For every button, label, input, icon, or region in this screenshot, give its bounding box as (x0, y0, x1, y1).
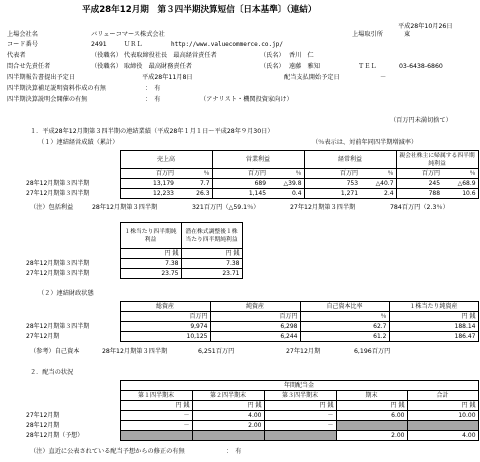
section1-sub: （１）連結経営成績（累計） (38, 139, 119, 146)
table-cell: 26.3 (176, 189, 212, 199)
table-cell: － (120, 421, 192, 431)
supplement-label: 四半期決算補足説明資料作成の有無 (7, 85, 106, 92)
table-cell: 7.7 (176, 179, 212, 189)
table-cell: 186.47 (389, 332, 478, 342)
code-label: コード番号 (7, 41, 38, 48)
table-cell-shaded (264, 431, 336, 441)
equity-ref-label: （参考）自己資本 (30, 348, 80, 355)
tel-label: ＴＥＬ (358, 63, 377, 70)
header-net-assets: 純資産 (210, 302, 300, 312)
unit-cell: 円 銭 (120, 249, 181, 259)
row-label: 27年12月期 (26, 332, 60, 340)
dividend-start-label: 配当支払開始予定日 (284, 74, 340, 81)
table-cell: － (120, 411, 192, 421)
header-blank (24, 391, 120, 401)
document-title: 平成28年12月期 第３四半期決算短信〔日本基準〕（連結） (82, 5, 317, 15)
comprehensive-cur-value: 321百万円（△59.1％） (192, 204, 260, 211)
header-bps: １株当たり純資産 (389, 302, 478, 312)
report-date: 平成28年11月8日 (142, 74, 193, 81)
contact-name-label: （氏名） (260, 63, 285, 70)
report-date-label: 四半期報告書提出予定日 (7, 74, 76, 81)
table-cell: 1,271 (304, 189, 360, 199)
table-cell: 2.00 (336, 431, 407, 441)
unit-blank (24, 401, 120, 411)
header-net-income: 親会社株主に帰属する四半期純利益 (396, 151, 478, 169)
unit-cell: 百万円 (120, 312, 210, 322)
unit-note: （百万円未満切捨て） (390, 117, 452, 124)
listed-exchange-label: 上場取引所 (352, 31, 383, 38)
tel-number: 03-6438-6860 (399, 63, 443, 70)
table-cell: 2.00 (192, 421, 264, 431)
table-cell: △68.9 (442, 179, 478, 189)
table-cell: 4.00 (192, 411, 264, 421)
table-cell: 6,298 (210, 322, 300, 332)
dividend-start: － (380, 74, 387, 81)
table-row (24, 322, 478, 332)
header-sales: 売上高 (120, 151, 212, 169)
header-q3-end: 第３四半期末 (264, 391, 336, 401)
company-url[interactable]: http://www.valuecommerce.co.jp/ (171, 41, 283, 48)
equity-ref-prev-period: 27年12月期 (286, 348, 321, 355)
table-row (24, 269, 242, 279)
company-name: バリューコマース株式会社 (91, 31, 165, 38)
unit-blank (24, 169, 120, 179)
table-cell-shaded (407, 421, 478, 431)
url-label: ＵＲＬ (124, 41, 143, 48)
eps-table (24, 222, 243, 279)
contact-label: 問合せ先責任者 (7, 63, 51, 70)
equity-ref-prev-value: 6,196百万円 (354, 348, 391, 355)
supplement-value: ： 有 (145, 85, 161, 92)
table-cell: 0.4 (268, 189, 304, 199)
unit-cell: ％ (176, 169, 212, 179)
unit-cell: 円 銭 (264, 401, 336, 411)
header-blank (24, 302, 120, 312)
row-label: 28年12月期第３四半期 (26, 259, 90, 267)
unit-cell: 百万円 (396, 169, 442, 179)
briefing-note: （アナリスト・機関投資家向け） (200, 96, 293, 103)
header-operating-income: 営業利益 (212, 151, 304, 169)
dividends-heading: ２．配当の状況 (30, 369, 74, 376)
contact-name: 遠藤 雅知 (289, 63, 320, 70)
table-cell: 13,179 (120, 179, 176, 189)
table-cell-shaded (120, 431, 192, 441)
table-cell: △39.8 (268, 179, 304, 189)
table-cell: 62.7 (300, 322, 389, 332)
dividends-table (24, 380, 479, 441)
unit-cell: ％ (300, 312, 389, 322)
table-row (24, 179, 478, 189)
table-cell: － (264, 411, 336, 421)
table-cell: 7.38 (181, 259, 242, 269)
unit-cell: 百万円 (120, 169, 176, 179)
representative-title: （役職名） 代表取締役社長 最高経営責任者 (91, 52, 217, 59)
unit-cell: 百万円 (304, 169, 360, 179)
header-ordinary-income: 経常利益 (304, 151, 396, 169)
header-total: 合計 (407, 391, 478, 401)
representative-name: 香川 仁 (289, 52, 314, 59)
table-cell: 7.38 (120, 259, 181, 269)
representative-name-label: （氏名） (260, 52, 285, 59)
section2-sub: （２）連結財政状態 (38, 290, 94, 297)
section1-note: （％表示は、対前年同四半期増減率） (312, 139, 418, 146)
table-cell: 753 (304, 179, 360, 189)
table-row (24, 259, 242, 269)
unit-cell: ％ (268, 169, 304, 179)
header-q2-end: 第２四半期末 (192, 391, 264, 401)
row-label: 27年12月期 (26, 411, 60, 419)
header-diluted-eps: 潜在株式調整後１株当たり四半期純利益 (181, 223, 242, 249)
equity-ref-cur-period: 28年12月期第３四半期 (102, 348, 168, 355)
header-blank (24, 151, 120, 169)
equity-ref-cur-value: 6,251百万円 (198, 348, 235, 355)
table-cell-shaded (336, 421, 407, 431)
header-year-end: 期末 (336, 391, 407, 401)
table-cell: 6.00 (336, 411, 407, 421)
table-cell: 10.6 (442, 189, 478, 199)
table-cell: 12,233 (120, 189, 176, 199)
table-cell: 61.2 (300, 332, 389, 342)
table-cell: 4.00 (407, 431, 478, 441)
representative-label: 代表者 (7, 52, 26, 59)
listed-exchange: 東 (404, 31, 411, 38)
row-label: 27年12月期第３四半期 (26, 189, 90, 197)
header-equity-ratio: 自己資本比率 (300, 302, 389, 312)
table-cell-shaded (192, 431, 264, 441)
dividend-note-value: ： 有 (226, 448, 242, 455)
table-cell: 6,244 (210, 332, 300, 342)
unit-blank (24, 249, 120, 259)
comprehensive-label: （注）包括利益 (30, 204, 74, 211)
table-cell: 245 (396, 179, 442, 189)
company-name-label: 上場会社名 (7, 31, 38, 38)
unit-cell: 百万円 (212, 169, 268, 179)
unit-cell: ％ (442, 169, 478, 179)
header-q1-end: 第１四半期末 (120, 391, 192, 401)
table-cell: 1,145 (212, 189, 268, 199)
unit-cell: 円 銭 (192, 401, 264, 411)
table-cell: 689 (212, 179, 268, 189)
unit-cell: 円 銭 (389, 312, 478, 322)
section1-heading: １．平成28年12月期第３四半期の連結業績（平成28年１月１日～平成28年９月30日） (30, 128, 274, 135)
unit-blank (24, 312, 120, 322)
unit-cell: 円 銭 (181, 249, 242, 259)
table-row (24, 421, 478, 431)
table-cell: 788 (396, 189, 442, 199)
unit-cell: 円 銭 (407, 401, 478, 411)
table-cell: 10,125 (120, 332, 210, 342)
row-label: 28年12月期（予想） (26, 431, 84, 439)
unit-cell: ％ (360, 169, 396, 179)
row-label: 28年12月期第３四半期 (26, 179, 90, 187)
row-label: 27年12月期第３四半期 (26, 269, 90, 277)
table-cell: 2.4 (360, 189, 396, 199)
code-number: 2491 (91, 41, 107, 48)
briefing-label: 四半期決算説明会開催の有無 (7, 96, 88, 103)
table-row (24, 332, 478, 342)
comprehensive-prev-period: 27年12月期第３四半期 (290, 204, 356, 211)
header-blank (24, 381, 120, 391)
row-label: 28年12月期 (26, 421, 60, 429)
unit-cell: 百万円 (210, 312, 300, 322)
table-row (24, 411, 478, 421)
dividend-note-label: （注）直近に公表されている配当予想からの修正の有無 (30, 448, 185, 455)
comprehensive-prev-value: 784百万円（2.3％） (390, 204, 449, 211)
table-row (24, 189, 478, 199)
table-cell: 10.00 (407, 411, 478, 421)
table-cell: － (264, 421, 336, 431)
unit-cell: 円 銭 (120, 401, 192, 411)
briefing-value: ： 有 (145, 96, 161, 103)
unit-cell: 円 銭 (336, 401, 407, 411)
header-eps: １株当たり四半期純利益 (120, 223, 181, 249)
contact-title: （役職名） 取締役 最高財務責任者 (91, 63, 192, 70)
table-cell: 23.71 (181, 269, 242, 279)
financial-position-table (24, 301, 479, 342)
comprehensive-cur-period: 28年12月期第３四半期 (92, 204, 158, 211)
table-cell: △40.7 (360, 179, 396, 189)
table-cell: 188.14 (389, 322, 478, 332)
row-label: 28年12月期第３四半期 (26, 322, 90, 330)
table-row (24, 431, 478, 441)
header-annual-dividend: 年間配当金 (120, 381, 478, 391)
table-cell: 23.75 (120, 269, 181, 279)
document-date: 平成28年10月26日 (398, 23, 453, 30)
operating-results-table (24, 150, 479, 199)
table-cell: 9,974 (120, 322, 210, 332)
header-blank (24, 223, 120, 249)
header-total-assets: 総資産 (120, 302, 210, 312)
